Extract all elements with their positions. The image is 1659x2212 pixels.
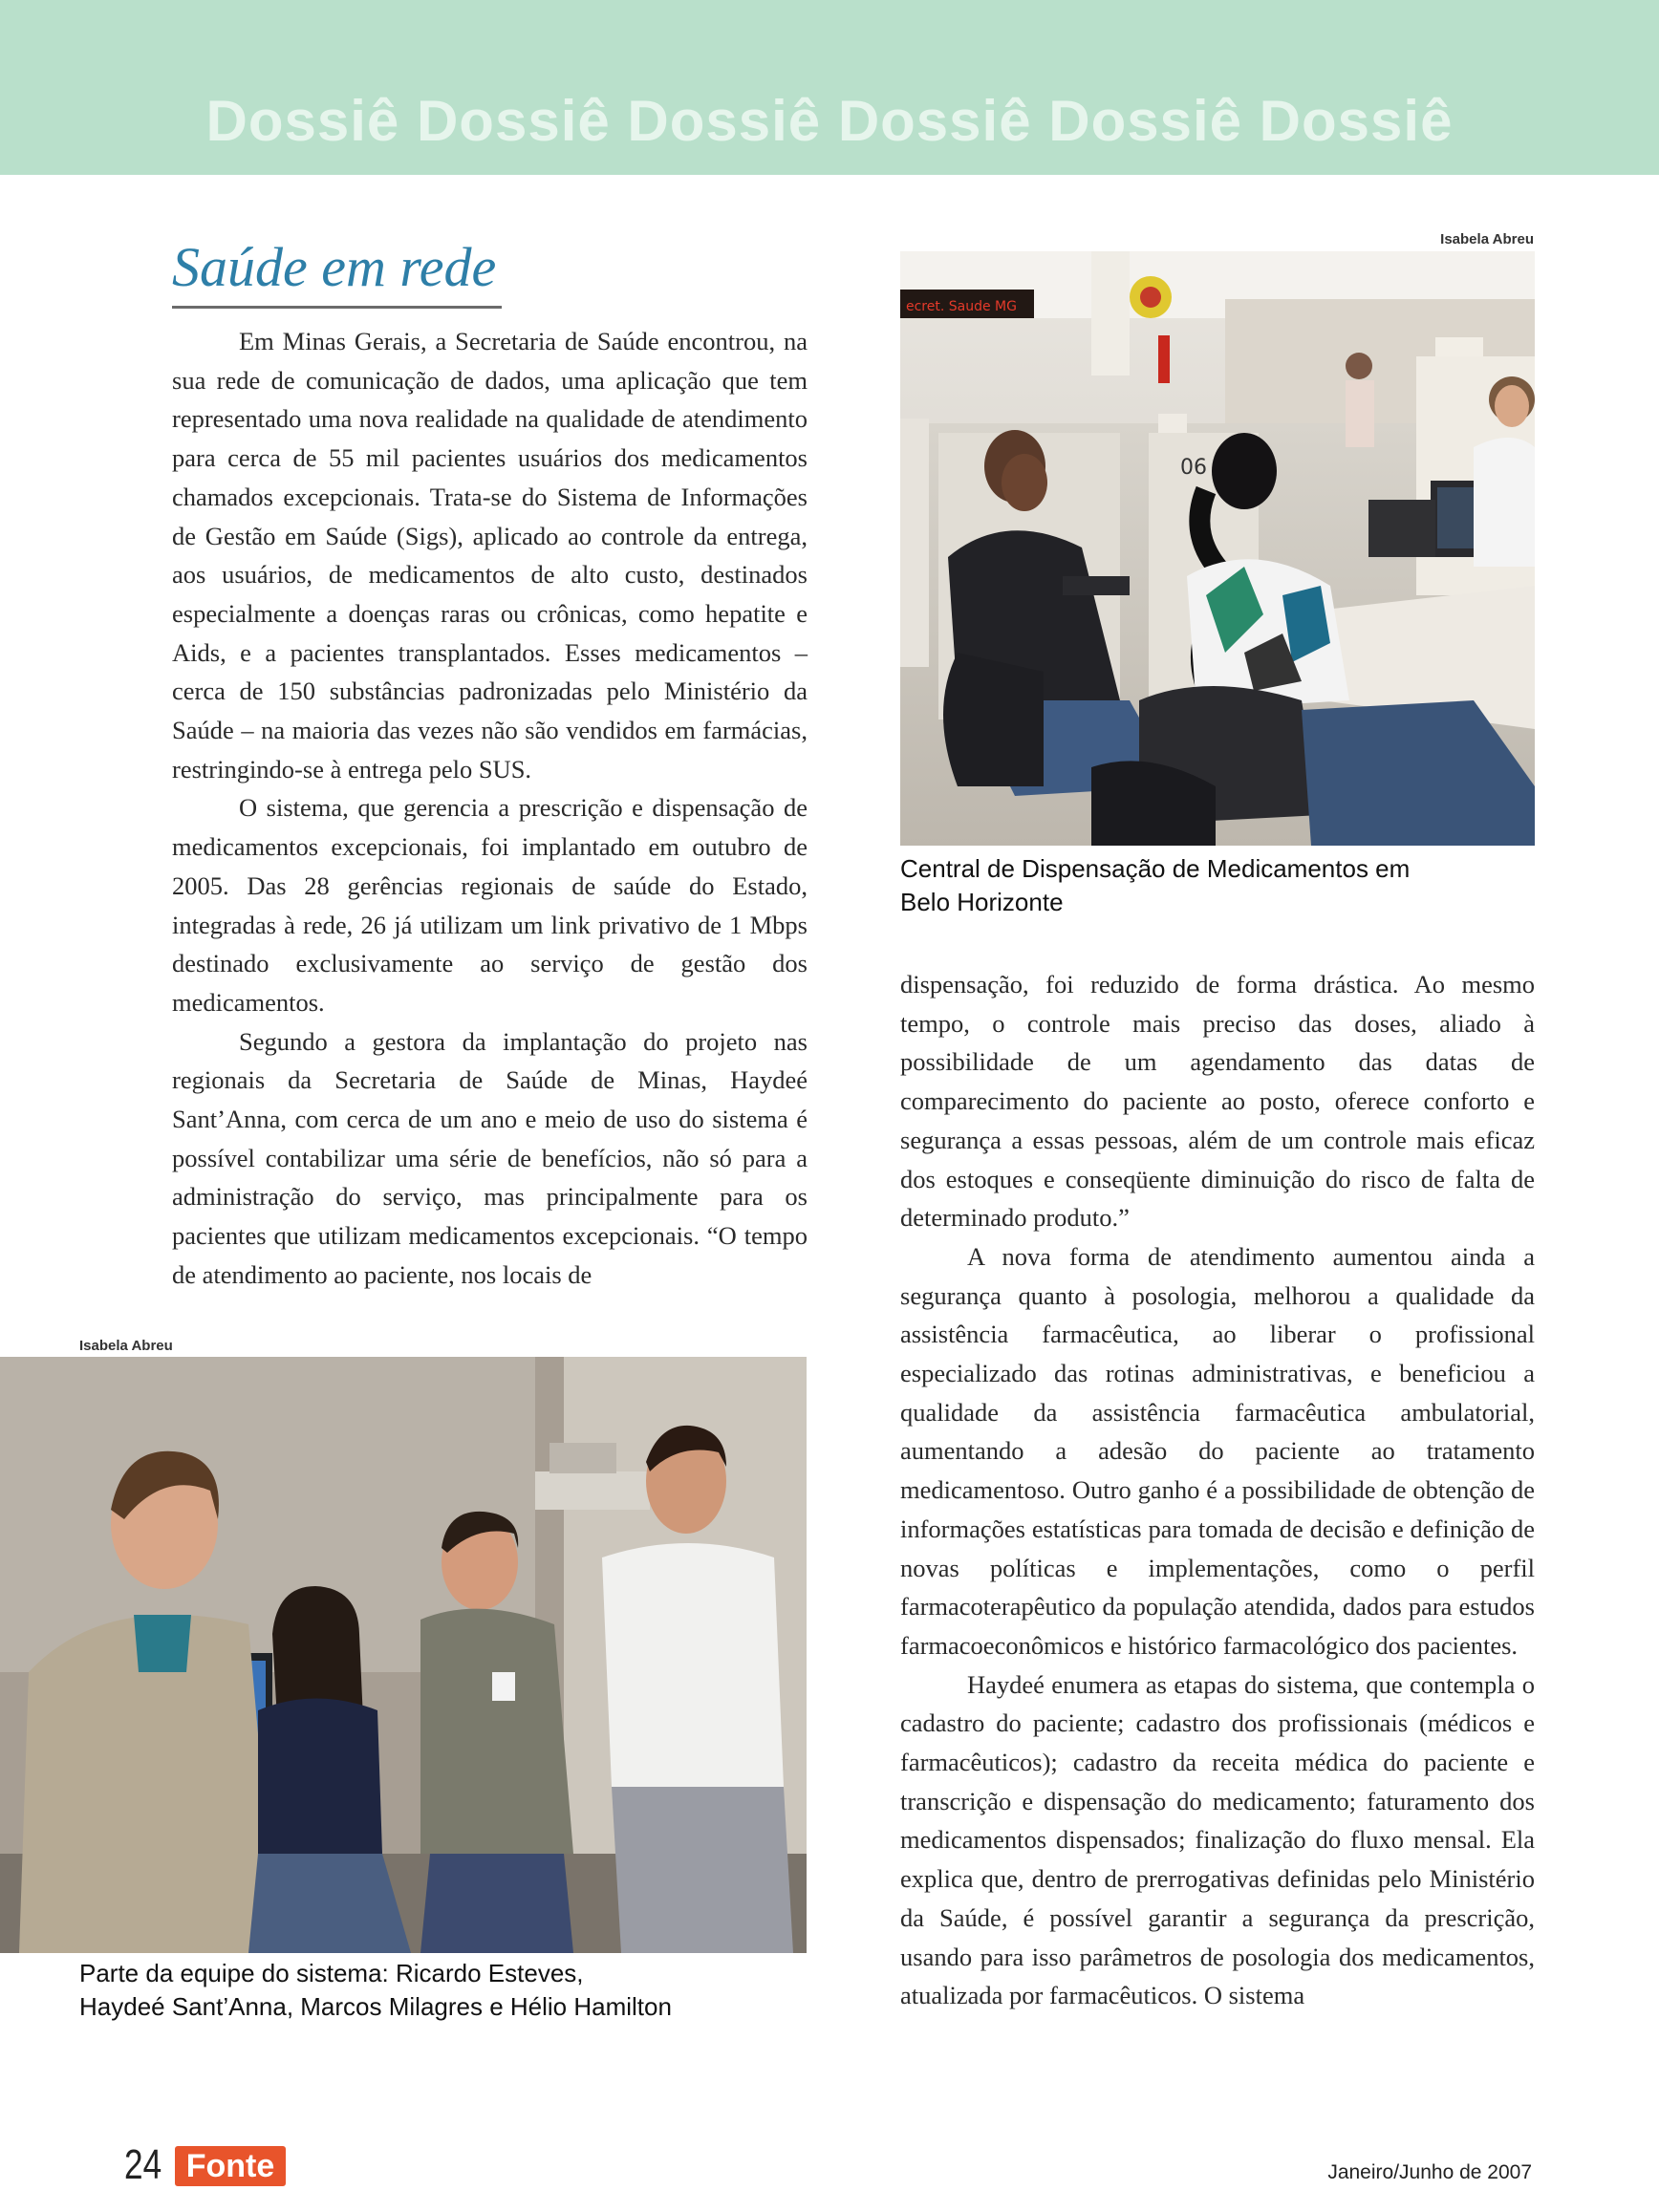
paragraph: O sistema, que gerencia a prescrição e dispensação de medicamentos excepcionais, foi implantado em outubro de 2005. Das 28 gerências regionais de saúde do Estado, integradas à rede, 26 já utilizam um link privativo de 1 Mbps destinado exclusivamente ao serviço de gestão dos medicamentos. [172, 793, 808, 1017]
photo-dispensing-center-illustration [900, 251, 1535, 846]
caption-line: Haydeé Sant’Anna, Marcos Milagres e Hélio Hamilton [79, 1992, 672, 2021]
banner-title: Dossiê Dossiê Dossiê Dossiê Dossiê Dossiê [205, 89, 1454, 153]
paragraph: Segundo a gestora da implantação do projeto nas regionais da Secretaria de Saúde de Minas, Haydeé Sant’Anna, com cerca de um ano e meio de uso do sistema é possível contabilizar uma série de benefícios, não só para a administração do serviço, mas principalmente para os pacientes que utilizam medicamentos excepcionais. “O tempo de atendimento ao paciente, nos locais de [172, 1026, 808, 1289]
photo-caption-bottom [79, 1957, 672, 2024]
paragraph: Em Minas Gerais, a Secretaria de Saúde encontrou, na sua rede de comunicação de dados, uma aplicação que tem representado uma nova realidade na qualidade de atendimento para cerca de 55 mil pacientes usuários dos medicamentos chamados excepcionais. Trata-se do Sistema de Informações de Gestão em Saúde (Sigs), aplicado ao controle da entrega, aos usuários, de medicamentos de alto custo, destinados especialmente a doenças raras ou crônicas, como hepatite e Aids, e a pacientes transplantados. Esses medicamentos – cerca de 150 substâncias padronizadas pelo Ministério da Saúde – na maioria das vezes não são vendidos em farmácias, restringindo-se à entrega pelo SUS. [172, 327, 808, 784]
article-title: Saúde em rede [172, 236, 497, 298]
photo-credit: Isabela Abreu [1440, 231, 1534, 247]
photo-team [0, 1357, 807, 1953]
page-number: 24 [124, 2141, 162, 2188]
article-column-left [172, 322, 808, 1295]
photo-team-illustration [0, 1357, 807, 1953]
caption-line: Parte da equipe do sistema: Ricardo Esteves, [79, 1959, 584, 1987]
paragraph: Haydeé enumera as etapas do sistema, que contempla o cadastro do paciente; cadastro dos profissionais (médicos e farmacêuticos); cadastro da receita médica do paciente e transcrição e dispensação do medicamento; faturamento dos medicamentos dispensados; finalização do fluxo mensal. Ela explica que, dentro de prerrogativas definidas pelo Ministério da Saúde, é possível garantir a segurança da prescrição, usando para isso parâmetros de posologia dos medicamentos, atualizada por farmacêuticos. O sistema [900, 1669, 1535, 2010]
caption-line: Belo Horizonte [900, 888, 1064, 916]
led-sign-text: ecret. Saude MG [906, 299, 1017, 314]
paragraph: A nova forma de atendimento aumentou ainda a segurança quanto à posologia, melhorou a qualidade da assistência farmacêutica, ao liberar o profissional especializado das rotinas administrativas, e beneficiou a qualidade da assistência farmacêutica ambulatorial, aumentando a adesão do paciente ao tratamento medicamentoso. Outro ganho é a possibilidade de obtenção de informações estatísticas para tomada de decisão e definição de novas políticas e implementações, como o perfil farmacoterapêutico da população atendida, dados para estudos farmacoeconômicos e histórico farmacológico dos pacientes. [900, 1241, 1535, 1660]
booth-number: 06 [1180, 456, 1207, 480]
photo-credit: Isabela Abreu [79, 1338, 173, 1354]
issue-date: Janeiro/Junho de 2007 [1327, 2161, 1532, 2183]
logo-text: Fonte [185, 2148, 275, 2184]
photo-dispensing-center [900, 251, 1535, 846]
section-banner [0, 0, 1659, 175]
caption-line: Central de Dispensação de Medicamentos em [900, 854, 1411, 883]
photo-caption-top [900, 852, 1410, 919]
article-column-right [900, 965, 1535, 2015]
paragraph: dispensação, foi reduzido de forma drástica. Ao mesmo tempo, o controle mais preciso das doses, aliado à possibilidade de um agendamento das datas de comparecimento do paciente ao posto, oferece conforto e segurança a essas pessoas, além de um controle mais eficaz dos estoques e conseqüente diminuição do risco de falta de determinado produto.” [900, 970, 1535, 1233]
title-underline [172, 306, 502, 309]
fonte-logo [175, 2146, 286, 2186]
